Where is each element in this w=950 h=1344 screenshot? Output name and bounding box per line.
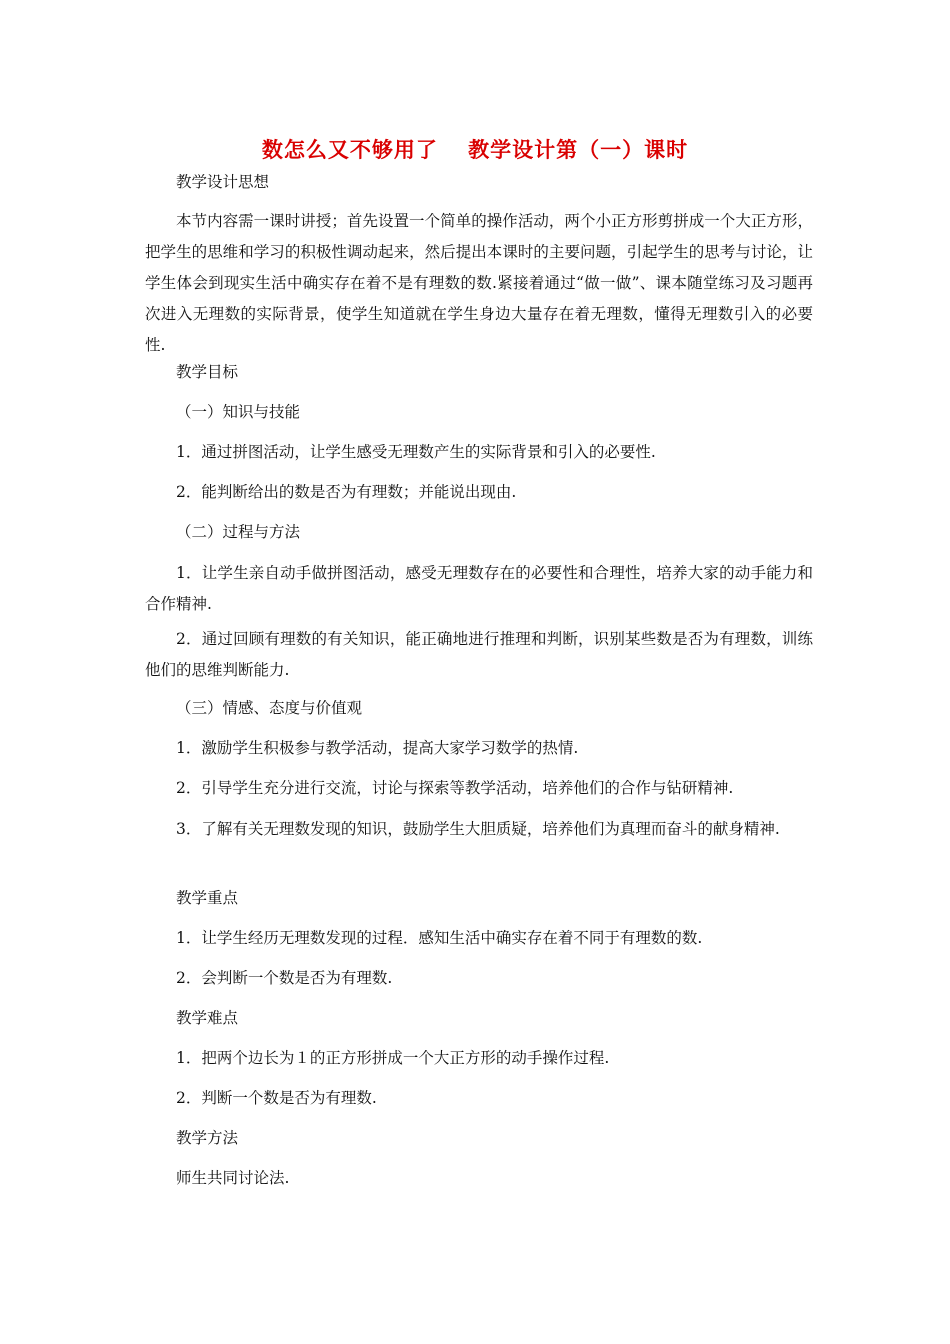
subheading-attitude-values: （三）情感、态度与价值观 xyxy=(176,699,363,717)
teaching-method-text: 师生共同讨论法. xyxy=(176,1169,290,1187)
document-title: 数怎么又不够用了 教学设计第（一）课时 xyxy=(261,137,689,162)
key-point-item-1: 1．让学生经历无理数发现的过程．感知生活中确实存在着不同于有理数的数. xyxy=(176,929,703,947)
goal-item-1-1: 1．通过拼图活动，让学生感受无理数产生的实际背景和引入的必要性. xyxy=(176,443,656,461)
paragraph-design-thinking: 本节内容需一课时讲授；首先设置一个简单的操作活动，两个小正方形剪拼成一个大正方形，把学生的思维和学习的积极性调动起来，然后提出本课时的主要问题，引起学生的思考与讨论，让学生体会到现实生活中确实存在着不是有理数的数.紧接着通过“做一做”、课本随堂练习及习题再次进入无理数的实际背景，使学生知道就在学生身边大量存在着无理数，懂得无理数引入的必要性. xyxy=(145,212,813,354)
key-point-item-2: 2．会判断一个数是否为有理数. xyxy=(176,969,393,987)
goal-item-3-3: 3．了解有关无理数发现的知识，鼓励学生大胆质疑，培养他们为真理而奋斗的献身精神. xyxy=(176,820,780,838)
difficulty-item-1: 1．把两个边长为１的正方形拼成一个大正方形的动手操作过程. xyxy=(176,1049,610,1067)
heading-teaching-goals: 教学目标 xyxy=(176,363,239,381)
goal-item-2-2: 2．通过回顾有理数的有关知识，能正确地进行推理和判断，识别某些数是否为有理数，训练他们的思维判断能力. xyxy=(145,630,813,679)
goal-item-2-1: 1．让学生亲自动手做拼图活动，感受无理数存在的必要性和合理性，培养大家的动手能力和合作精神. xyxy=(145,564,813,613)
heading-teaching-method: 教学方法 xyxy=(176,1129,239,1147)
subheading-process-method: （二）过程与方法 xyxy=(176,523,301,541)
goal-item-1-2: 2．能判断给出的数是否为有理数；并能说出现由. xyxy=(176,483,517,501)
goal-item-3-2: 2．引导学生充分进行交流，讨论与探索等教学活动，培养他们的合作与钻研精神. xyxy=(176,779,734,797)
heading-design-thinking: 教学设计思想 xyxy=(176,173,270,191)
heading-difficulties: 教学难点 xyxy=(176,1009,239,1027)
heading-key-points: 教学重点 xyxy=(176,889,239,907)
subheading-knowledge-skills: （一）知识与技能 xyxy=(176,403,301,421)
goal-item-3-1: 1．激励学生积极参与教学活动，提高大家学习数学的热情. xyxy=(176,739,579,757)
difficulty-item-2: 2．判断一个数是否为有理数. xyxy=(176,1089,377,1107)
